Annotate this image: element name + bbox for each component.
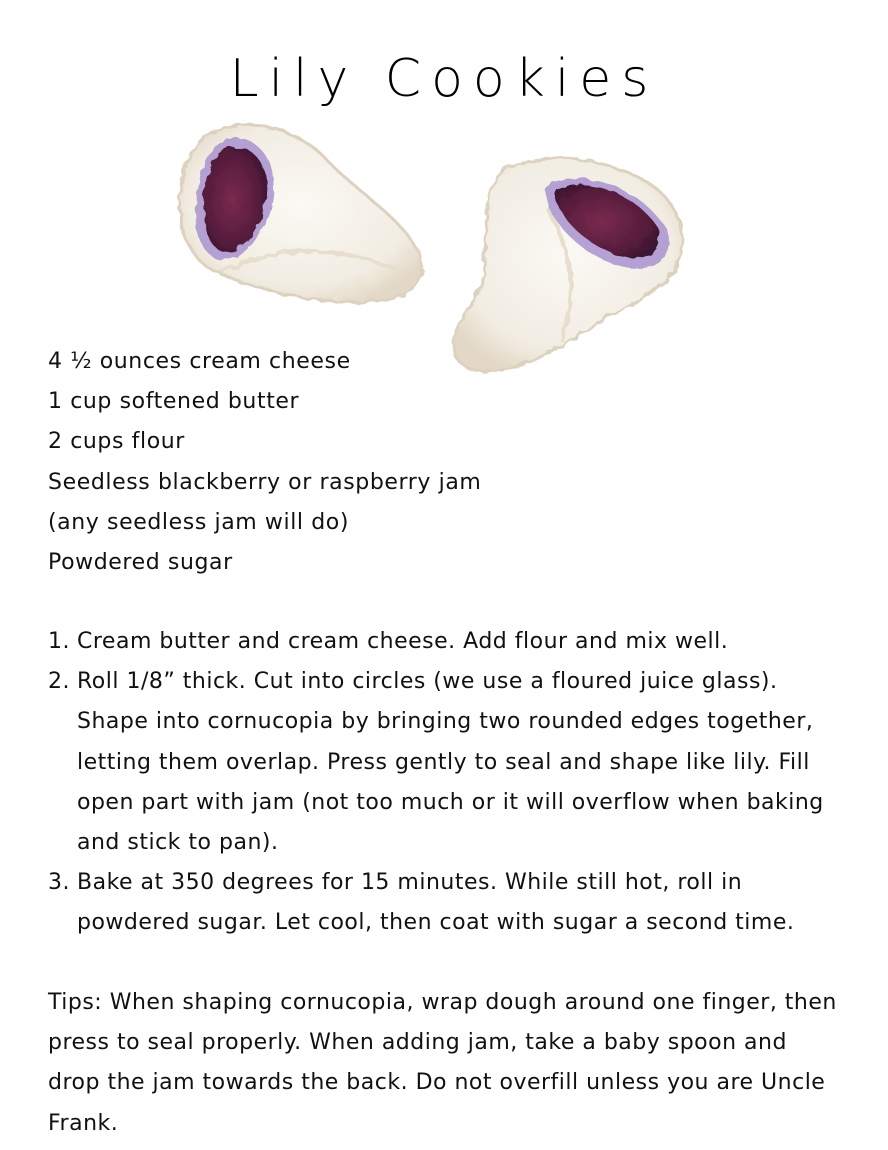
step-number: 3. [48,870,70,896]
step-text: Roll 1/8” thick. Cut into circles (we use a floured juice glass). Shape into cornucopia by bringing two rounded edges together, letting them overlap. Press gently to seal and shape like lily. Fill open part with jam (not too much or it will overflow when baking and stick to pan). [77,669,824,856]
instructions-list [48,622,838,944]
instruction-step [48,863,838,943]
ingredient-item: 4 ½ ounces cream cheese [48,349,351,374]
cookie-right [453,159,683,372]
step-text: Bake at 350 degrees for 15 minutes. While still hot, roll in powdered sugar. Let cool, then coat with sugar a second time. [77,870,795,936]
step-number: 2. [48,669,70,695]
ingredient-item: Powdered sugar [48,550,233,576]
ingredients-list [48,342,481,583]
ingredient-item: Seedless blackberry or raspberry jam [48,469,482,495]
instruction-step [48,622,838,662]
ingredient-item: 2 cups flour [48,429,185,455]
cookie-left [179,125,421,302]
ingredient-item: (any seedless jam will do) [48,509,350,535]
step-text: Cream butter and cream cheese. Add flour and mix well. [77,629,729,654]
instruction-step [48,662,838,863]
step-number: 1. [48,629,70,654]
recipe-title: Lily Cookies [229,48,659,109]
ingredient-item: 1 cup softened butter [48,389,300,415]
tips-paragraph: Tips: When shaping cornucopia, wrap dough around one finger, then press to seal properly. When adding jam, take a baby spoon and drop the jam towards the back. Do not overfill unless you are Uncle Frank. [48,990,837,1136]
